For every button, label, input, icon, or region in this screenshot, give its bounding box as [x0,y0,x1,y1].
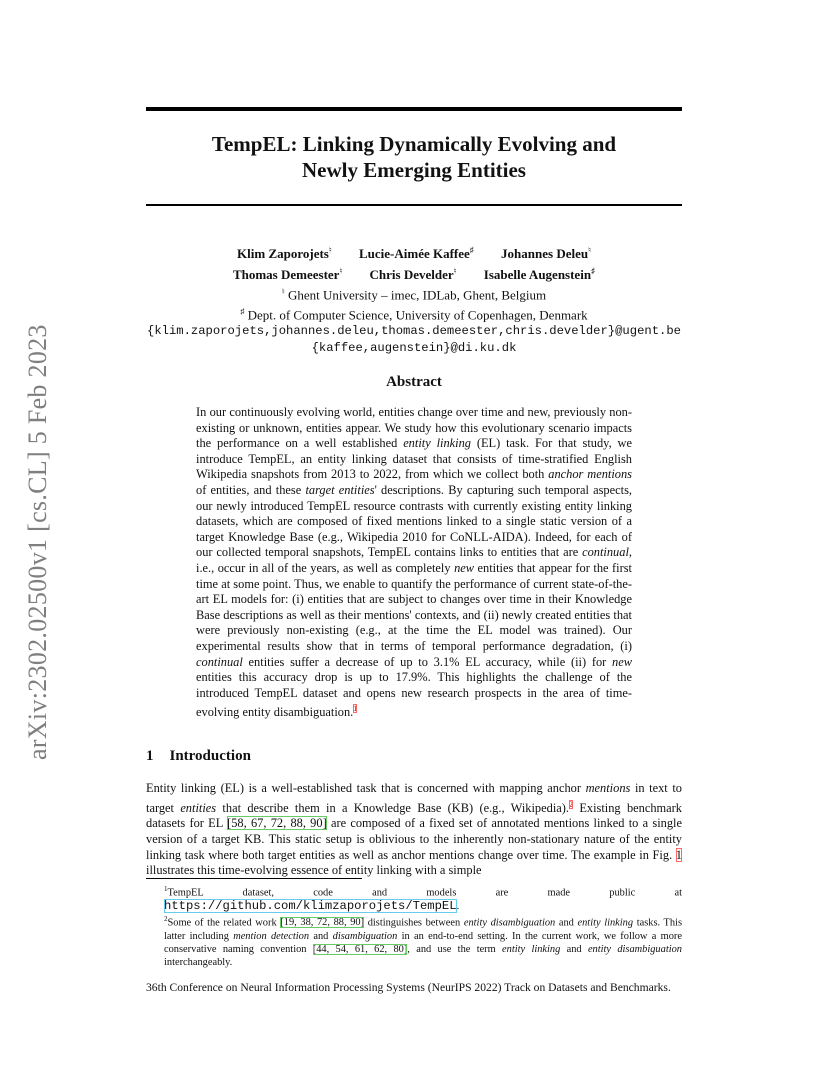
author-row-2 [130,262,698,282]
footnotes [146,883,682,969]
title-top-rule [146,107,682,111]
author-email-1: {klim.zaporojets,johannes.deleu,thomas.demeester,chris.develder}@ugent.be [147,324,681,339]
title-line-1: TempEL: Linking Dynamically Evolving and [211,132,617,156]
abstract-heading: Abstract [386,374,442,390]
footnote-link-1[interactable]: 1 [353,704,358,714]
footnote-link-2[interactable]: 2 [569,799,573,809]
footnote-rule [146,878,362,879]
figure-link[interactable]: 1 [675,847,682,862]
github-url-link[interactable]: https://github.com/klimzaporojets/TempEL [164,898,457,913]
affiliation-2: ♯ Dept. of Computer Science, University of Copenhagen, Denmark [240,306,588,323]
affiliation-1: ♮ Ghent University – imec, IDLab, Ghent, Belgium [281,286,547,302]
introduction-paragraph: Entity linking (EL) is a well-established task that is concerned with mapping anchor mentions in text to target entities that describe them in a Knowledge Base (KB) (e.g., Wikipedia).$^2$ Existing benchmark datasets for EL [58, 67, 72, 88, 90] are composed of a fixed set of annotated mentions linked to a single version of a target KB. This static setup is oblivious to the inherently non-stationary nature of the entity linking task where both target entities as well as anchor mentions change over time. The example in Fig. 1 illustrates this time-evolving essence of entity linking with a simple [146,781,682,878]
author-name: Chris Develder♮ [369,266,457,282]
title-bottom-rule [146,204,682,206]
author-name: Thomas Demeester♮ [232,266,343,282]
author-name: Isabelle Augenstein♯ [483,266,596,282]
author-email-2: {kaffee,augenstein}@di.ku.dk [311,341,517,356]
author-name: Johannes Deleu♮ [501,246,591,262]
footnote-2: $^2$Some of the related work [19, 38, 72, 88, 90] distinguishes between entity disambiguation and entity linking tasks. This latter including mention detection and disambiguation in an end-to-end setting. In the current work, we follow a more conservative naming convention [44, 54, 61, 62, 80], and use the term entity linking and entity disambiguation interchangeably. [164,914,682,968]
citation-link[interactable]: [58, 67, 72, 88, 90] [227,816,327,831]
abstract-text: In our continuously evolving world, entities change over time and new, previously non-existing or unknown, entities appear. We study how this evolutionary scenario impacts the performance on a well established entity linking (EL) task. For that study, we introduce TempEL, an entity linking dataset that consists of time-stratified English Wikipedia snapshots from 2013 to 2022, from which we collect both anchor mentions of entities, and these target entities' descriptions. By capturing such temporal aspects, our newly introduced TempEL resource contrasts with currently existing entity linking datasets, which are composed of fixed mentions linked to a single static version of a target Knowledge Base (e.g., Wikipedia 2010 for CoNLL-AIDA). Indeed, for each of our collected temporal snapshots, TempEL contains links to entities that are continual, i.e., occur in all of the years, as well as completely new entities that appear for the first time at some point. Thus, we enable to quantify the performance of current state-of-the-art EL models for: (i) entities that are subject to changes over time in their Knowledge Base descriptions as well as their mentions' contexts, and (ii) newly created entities that were previously non-existing (e.g., at the time the EL model was trained). Our experimental results show that in terms of temporal performance degradation, (i) continual entities suffer a decrease of up to 3.1% EL accuracy, while (ii) for new entities this accuracy drop is up to 17.9%. This highlights the challenge of the introduced TempEL dataset and opens new research prospects in the area of time-evolving entity disambiguation.$^1$ [196,405,632,720]
author-row-1 [130,242,698,262]
author-name: Klim Zaporojets♮ [237,246,332,262]
venue-footer: 36th Conference on Neural Information Processing Systems (NeurIPS 2022) Track on Datasets and Benchmarks. [146,981,671,994]
arxiv-identifier: arXiv:2302.02500v1 [cs.CL] 5 Feb 2023 [23,324,52,760]
author-name: Lucie-Aimée Kaffee♯ [358,246,474,262]
citation-link[interactable]: [44, 54, 61, 62, 80] [312,943,408,955]
section-heading-introduction: 1 Introduction [146,748,251,764]
title-line-2: Newly Emerging Entities [302,158,526,182]
author-block [130,242,698,357]
paper-title [146,131,682,183]
footnote-1: $^1$TempEL dataset, code and models are made public at https://github.com/klimzaporojets/TempEL. [164,885,682,913]
citation-link[interactable]: [19, 38, 72, 88, 90] [280,917,365,929]
